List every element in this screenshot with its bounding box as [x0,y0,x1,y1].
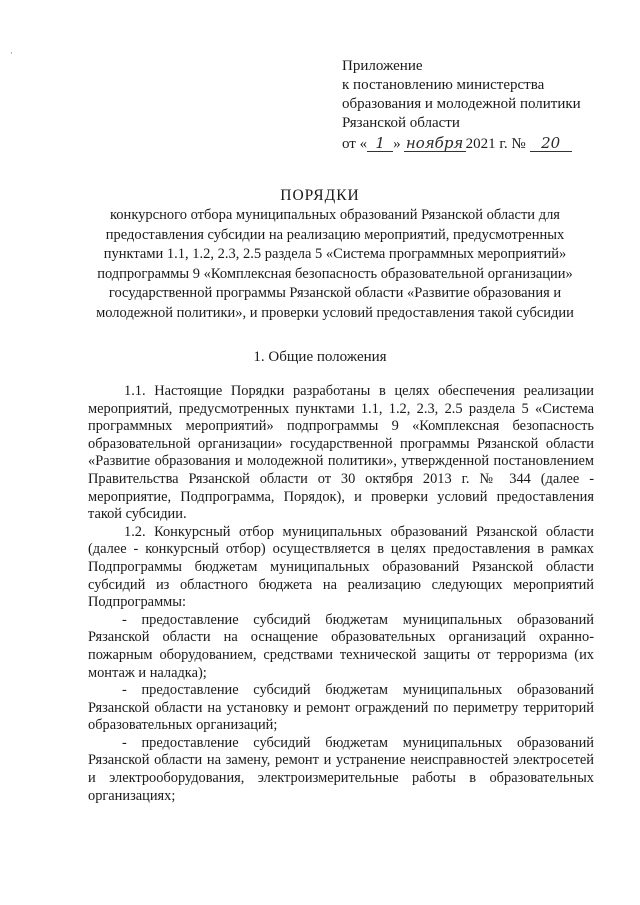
appendix-line-3: образования и молодежной политики [342,96,581,112]
date-mid: » [393,136,401,152]
handwritten-month: ноября [404,135,466,152]
document-title: ПОРЯДКИ [280,187,360,204]
scan-mark: · [10,48,13,58]
appendix-line-4: Рязанской области [342,115,460,131]
list-item: - предоставление субсидий бюджетам муниципальных образований Рязанской области на установку и ремонт ограждений по периметру территорий образовательных организаций; [88,682,594,734]
list-item: - предоставление субсидий бюджетам муниципальных образований Рязанской области на замену, ремонт и устранение неисправностей электросетей и электрооборудования, электроизмерительные работы в образовательных организациях; [88,734,594,804]
appendix-line-2: к постановлению министерства [342,77,545,93]
date-year: 2021 г. № [465,136,526,152]
handwritten-number: 20 [530,135,572,152]
document-body [88,383,594,805]
paragraph-1-1: 1.1. Настоящие Порядки разработаны в целях обеспечения реализации мероприятий, предусмотренных пунктами 1.1, 1.2, 2.3, 2.5 раздела 5 «Система программных мероприятий» подпрограммы 9 «Комплексная безопасность образовательной организации» государственной программы Рязанской области «Развитие образования и молодежной политики», утвержденной постановлением Правительства Рязанской области от 30 октября 2013 г. № 344 (далее - мероприятие, Подпрограмма, Порядок), и проверки условий предоставления такой субсидии. [88,383,594,523]
paragraph-1-2: 1.2. Конкурсный отбор муниципальных образований Рязанской области (далее - конкурсный отбор) осуществляется в целях предоставления в рамках Подпрограммы бюджетам муниципальных образований Рязанской области субсидий из областного бюджета на реализацию следующих мероприятий Подпрограммы: [88,523,594,611]
document-subtitle: конкурсного отбора муниципальных образований Рязанской области для предоставления субсидии на реализацию мероприятий, предусмотренных пунктами 1.1, 1.2, 2.3, 2.5 раздела 5 «Система программных мероприятий» подпрограммы 9 «Комплексная безопасность образовательной организации» государственной программы Рязанской области «Развитие образования и молодежной политики», и проверки условий предоставления такой субсидии [96,207,574,321]
appendix-header [342,57,612,154]
list-item: - предоставление субсидий бюджетам муниципальных образований Рязанской области на оснащение образовательных организаций охранно-пожарным оборудованием, средствами технической защиты от терроризма (их монтаж и наладка); [88,611,594,681]
appendix-line-1: Приложение [342,58,423,74]
date-prefix: от « [342,136,368,152]
section-heading: 1. Общие положения [253,349,387,365]
handwritten-day: 1 [367,135,393,152]
appendix-date-line [342,135,612,154]
